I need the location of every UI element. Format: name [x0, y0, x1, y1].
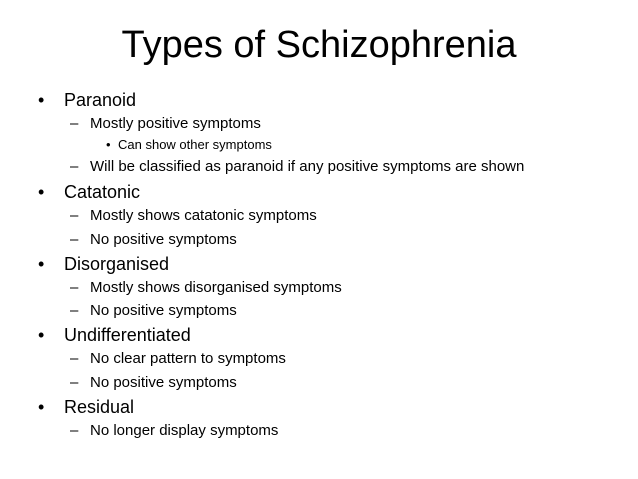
list-item-label: Disorganised	[64, 254, 170, 274]
list-item-label: Paranoid	[64, 90, 137, 110]
sub-item-label: Mostly shows catatonic symptoms	[90, 207, 317, 224]
dash-icon: –	[70, 350, 79, 367]
bullet-icon: •	[38, 325, 45, 345]
list-item-label: Residual	[64, 397, 135, 417]
bullet-icon: •	[106, 137, 111, 152]
dash-icon: –	[70, 302, 79, 319]
sub-item-label: Mostly positive symptoms	[90, 115, 261, 132]
dash-icon: –	[70, 231, 79, 248]
dash-icon: –	[70, 115, 79, 132]
sub-item-label: Mostly shows disorganised symptoms	[90, 279, 342, 296]
list-item-label: Catatonic	[64, 182, 141, 202]
bullet-icon: •	[38, 182, 45, 202]
sub-item-label: No positive symptoms	[90, 302, 237, 319]
sub-item-label: No longer display symptoms	[90, 422, 279, 439]
sub-item-label: Will be classified as paranoid if any positive symptoms are shown	[90, 158, 525, 175]
dash-icon: –	[70, 422, 79, 439]
dash-icon: –	[70, 158, 79, 175]
dash-icon: –	[70, 279, 79, 296]
dash-icon: –	[70, 374, 79, 391]
sub-sub-item-label: Can show other symptoms	[118, 137, 272, 152]
dash-icon: –	[70, 207, 79, 224]
sub-item-label: No positive symptoms	[90, 231, 237, 248]
sub-item-label: No clear pattern to symptoms	[90, 350, 286, 367]
slide-title: Types of Schizophrenia	[121, 24, 517, 66]
bullet-icon: •	[38, 254, 45, 274]
sub-item-label: No positive symptoms	[90, 374, 237, 391]
list-item-label: Undifferentiated	[64, 325, 191, 345]
bullet-icon: •	[38, 397, 45, 417]
bullet-icon: •	[38, 90, 45, 110]
